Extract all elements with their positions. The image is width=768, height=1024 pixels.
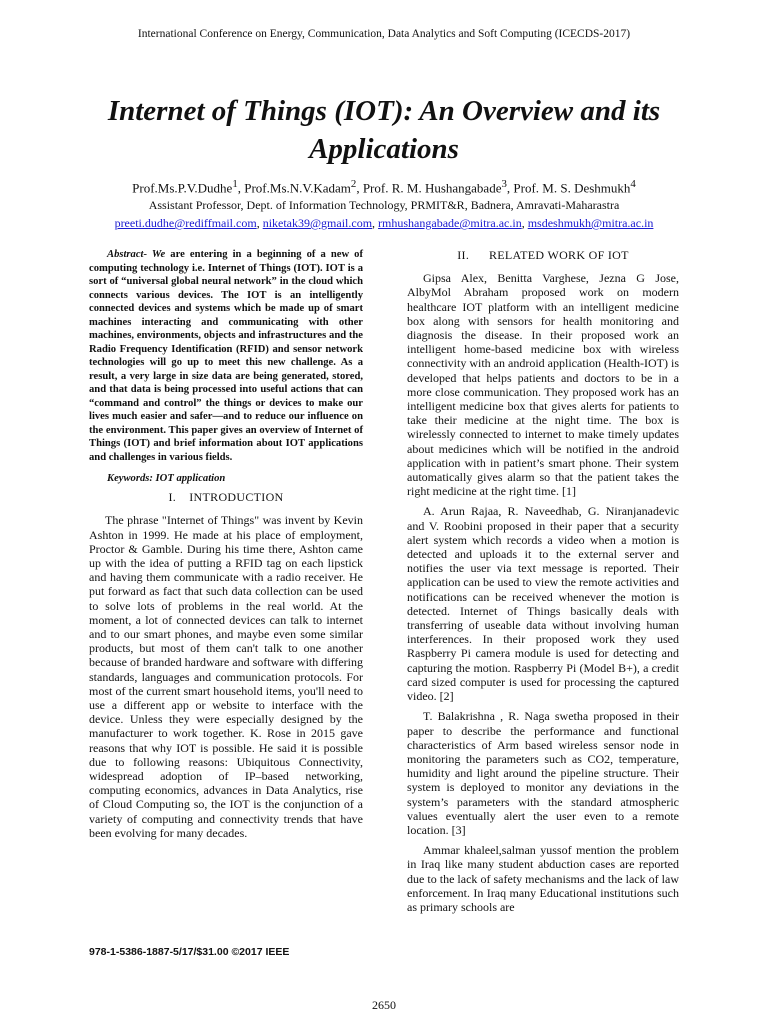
related-paragraph: A. Arun Rajaa, R. Naveedhab, G. Niranjanadevic and V. Roobini proposed in their paper that a security alert system which records a video when a motion is detected and uploads it to the external server and notifies the user via text message is reported. Their application can be used to view the remote activities and notifications can be received whenever the motion is detected. Internet of Things basically deals with transferring of useable data without involving human interferences. In their proposed work they used Raspberry Pi camera module is used for detecting and capturing the motion. Raspberry Pi (Model B+), a credit card sized computer is used for processing the captured video. [2] xyxy=(407,504,679,704)
section-number: II. xyxy=(457,248,470,262)
author-list: Prof.Ms.P.V.Dudhe$^1$, Prof.Ms.N.V.Kadam$^2$, Prof. R. M. Hushangabade$^3$, Prof. M. S. Deshmukh$^4$ xyxy=(132,178,636,196)
section-heading-introduction xyxy=(89,490,363,504)
author: Prof. M. S. Deshmukh xyxy=(513,180,631,196)
related-paragraph: T. Balakrishna , R. Naga swetha proposed in their paper to describe the performance and functional characteristics of Arm based wireless sensor node in monitoring the parameters such as CO2, temperature, humidity and light around the pipeline structure. Their system is deployed to monitor any deviations in the system’s parameters with the standard atmospheric values eventually alert the user even to a remote location. [3] xyxy=(407,709,679,837)
page-number: 2650 xyxy=(372,998,396,1012)
section-title: RELATED WORK OF IOT xyxy=(488,248,629,262)
copyright-footer: 978-1-5386-1887-5/17/$31.00 ©2017 IEEE xyxy=(89,946,290,958)
author-index: 2 xyxy=(350,178,357,190)
keywords: Keywords: IOT application xyxy=(107,473,226,484)
related-paragraph: Gipsa Alex, Benitta Varghese, Jezna G Jose, AlbyMol Abraham proposed work on modern healthcare IOT platform with an intelligent medicine box along with sensors for health monitoring and diagnosis the disease. In their proposed work an intelligent home-based medicine box with wireless connectivity with an android application (Health-IOT) is developed that helps patients and doctors to be in a more close communication. They proposed work has an intelligent medicine box that gives alerts for patients to take their medicine at the night time. The box is wirelessly connected to internet to make timely updates about medicines which will be notified in the android application with in patient’s smart phone. Their system automatically gives alarm so that the patient takes the right medicine at the right time. [1] xyxy=(407,271,679,499)
author-index: 3 xyxy=(501,178,507,190)
section-title: INTRODUCTION xyxy=(189,490,284,505)
title-line-2: Applications xyxy=(309,133,459,165)
section-number: I. xyxy=(168,490,177,505)
related-paragraph: Ammar khaleel,salman yussof mention the problem in Iraq like many student abduction cases are reported due to the lack of safety mechanisms and the lack of law enforcement. In Iraq many Educational institutions such as primary schools are xyxy=(407,843,679,914)
abstract-lead: Abstract- We xyxy=(107,249,166,260)
abstract-body: are entering in a beginning of a new of computing technology i.e. Internet of Things (IOT). IOT is a sort of “universal global neural network” in the cloud which connects various devices. The IOT is an intelligently connected devices and systems which be made up of smart machines interacting and communicating with other machines, environments, objects and infrastructures and the Radio Frequency Identification (RFID) and sensor network technologies will go up to meet this new challenge. As a result, a very large in size data are being generated, stored, and that data is being processed into useful actions that can “command and control” the things or devices to make our lives much easier and safer—and to reduce our influence on the environment. This paper gives an overview of Internet of Things (IOT) and brief information about IOT applications and challenges in various fields. xyxy=(89,249,363,463)
author-index: 4 xyxy=(630,178,636,190)
title-line-1: Internet of Things (IOT): An Overview and its xyxy=(107,95,661,127)
right-column xyxy=(407,248,679,920)
abstract xyxy=(89,248,363,464)
author-index: 1 xyxy=(232,178,238,190)
author: Prof.Ms.N.V.Kadam xyxy=(244,180,351,196)
left-column xyxy=(89,248,363,846)
affiliation: Assistant Professor, Dept. of Information Technology, PRMIT&R, Badnera, Amravati-Maharastra xyxy=(148,198,620,212)
email-list: preeti.dudhe@rediffmail.com, niketak39@gmail.com, rmhushangabade@mitra.ac.in, msdeshmukh@mitra.ac.in xyxy=(114,216,654,230)
section-heading-related-work xyxy=(407,248,679,262)
author: Prof.Ms.P.V.Dudhe xyxy=(132,180,233,196)
email-link[interactable]: rmhushangabade@mitra.ac.in xyxy=(378,216,522,230)
intro-paragraph: The phrase "Internet of Things" was invent by Kevin Ashton in 1999. He made at his place of employment, Proctor & Gamble. During his time there, Ashton came up with the idea of putting a RFID tag on each lipstick and having them communicate with a radio receiver. He put forward as fact that such data collection can be used to solve lots of problems in the real world. At the moment, a lot of connected devices can talk to internet and to our smart phones, and maybe even some similar products, but most of them can't talk to one another because of branded hardware and software with differing standards, languages and communication protocols. For most of the current smart household items, you'll need to use a different app or website to interface with the device. Unless they were especially designed by the manufacturer to work together. K. Rose in 2015 gave reasons that why IOT is possible. He said it is possible due to following reasons: Ubiquitous Connectivity, widespread adoption of IP–based networking, computing economics, advances in Data Analytics, rise of Cloud Computing so, the IOT is the conjunction of a variety of computing and connectivity trends that have been evolving for many decades. xyxy=(89,513,363,840)
author: Prof. R. M. Hushangabade xyxy=(362,180,502,196)
email-link[interactable]: msdeshmukh@mitra.ac.in xyxy=(527,216,654,230)
paper-title xyxy=(40,92,728,168)
conference-header: International Conference on Energy, Communication, Data Analytics and Soft Computing (ICECDS-2017) xyxy=(137,28,631,40)
email-link[interactable]: preeti.dudhe@rediffmail.com xyxy=(114,216,257,230)
email-link[interactable]: niketak39@gmail.com xyxy=(262,216,373,230)
